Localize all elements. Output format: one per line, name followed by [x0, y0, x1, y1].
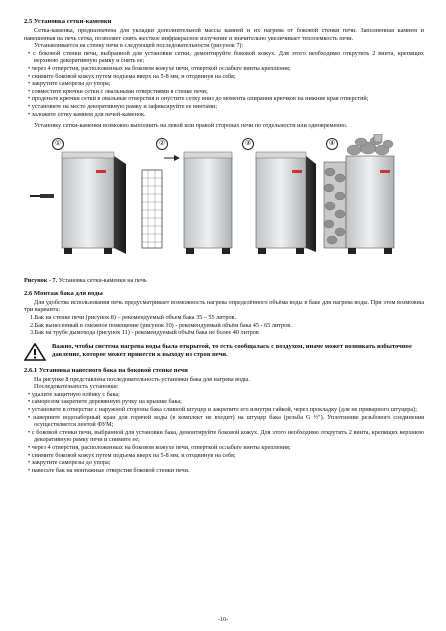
- step-item: • снимите боковой кожух путем подъема вверх на 5-8 мм, и отодвинув на себя;: [28, 451, 236, 459]
- figure-7-caption: [24, 277, 424, 284]
- step-item: • проденьте крючки сетки в овальные отверстия и опустите сетку вниз до момента опирания крючков на нижние края отверстий;: [28, 95, 369, 103]
- step-item: • установите в отверстие с наружной стороны бака сливной штуцер и закрепите его изнутри гайкой, через прокладку (для не приварного штуцера);: [28, 406, 417, 414]
- step-item: • закрутите саморезы до упора;: [28, 459, 111, 467]
- step-item: • заложите сетку камнем для печей-каменок.: [28, 110, 146, 118]
- step-item: • снимите боковой кожух путем подъема вверх на 5-8 мм, и отодвинув на себя;: [28, 72, 236, 80]
- warning-triangle-icon: [24, 343, 46, 361]
- option-item: 1.Бак на стенке печи (рисунок 8) – рекомендуемый объем бака 35 – 55 литров.: [30, 313, 237, 321]
- stove-installation-illustration: [24, 134, 424, 274]
- stove-4-icon: [324, 134, 394, 254]
- section-2-5-order-intro: Устанавливается на стенку печи в следующей последовательности (рисунок 7):: [34, 42, 244, 50]
- step-item: • наверните водозаборный кран для горячей воды (в комплект не входит) на штуцер бака (резьба G ½"). Уплотнение резьбового соединения осуществляется лентой ФУМ;: [28, 413, 424, 429]
- option-item: 3.Бак на трубе дымохода (рисунок 11) - рекомендуемый объём бака не более 40 литров: [30, 329, 259, 337]
- step-item: • совместите крючки сетки с овальными отверстиями в стенке печи;: [28, 87, 208, 95]
- figure-7: [24, 134, 424, 274]
- figure-7-caption-text: Установка сетки-каменки на печь: [57, 276, 147, 284]
- step-item: • через 4 отверстия, расположенных на боковом кожухе печи, отверткой ослабьте винты крепления;: [28, 444, 291, 452]
- step-item: • закрутите саморезы до упора;: [28, 80, 111, 88]
- figure-marker-3: ③: [242, 138, 254, 150]
- section-2-6-title: 2.6 Монтаж бака для воды: [24, 289, 103, 297]
- stove-2-icon: [142, 152, 232, 254]
- step-item: • навесьте бак на монтажные отверстия боковой стенки печи.: [28, 466, 190, 474]
- figure-marker-4: ④: [326, 138, 338, 150]
- step-item: • с боковой стенки печи, выбранной для установки сетки, демонтируйте боковой кожух. Для этого необходимо открутить 2 винта, крепящих верхнюю декоративную рамку и снять ее;: [28, 49, 424, 65]
- warning-block: [24, 343, 424, 361]
- option-item: 2.Бак вынесенный в смежное помещение (рисунок 10) - рекомендуемый объём бака 45 - 65 литров.: [30, 321, 292, 329]
- figure-marker-1: ①: [52, 138, 64, 150]
- stove-1-icon: [30, 152, 126, 254]
- section-2-6-1-intro: На рисунке 8 представлена последовательность установки бака для нагрева воды.: [34, 375, 250, 383]
- step-item: • саморезом закрепите деревянную ручку на крышке бака;: [28, 398, 182, 406]
- figure-7-caption-number: Рисунок - 7.: [24, 276, 58, 284]
- step-item: • через 4 отверстия, расположенных на боковом кожухе печи, отверткой ослабьте винты крепления;: [28, 64, 291, 72]
- warning-text: Важно, чтобы система нагрева воды была открытой, то есть сообщалась с воздухом, иначе может возникать избыточное давление, которое может привести к выходу из строя печи.: [52, 342, 412, 358]
- section-2-6-1-order-intro: Последовательность установки:: [34, 383, 119, 391]
- section-2-6-1-title: 2.6.1 Установка навесного бака на боковой стенке печи: [24, 366, 188, 374]
- stove-3-icon: [256, 152, 316, 254]
- section-2-5-intro: Сетка-каменка, предназначена для укладки дополнительной массы камней и их нагрева от боковой стенки печи. Заполненная камнем и навешенная на печь сетка, позволяет снять жесткое инфракрасное излучение и значительно увеличивает теплоемкость печи.: [24, 27, 424, 42]
- step-item: • установите на место декоративную рамку и зафиксируйте ее винтами;: [28, 102, 218, 110]
- section-2-5-title: 2.5 Установка сетки-каменки: [24, 18, 112, 25]
- section-2-5-note: Установку сетки-каменки возможно выполнять на левой или правой сторонах печи по отдельности или одновременно.: [34, 122, 348, 130]
- step-item: • с боковой стенки печи, выбранной для установки бака, демонтируйте боковой кожух. Для этого необходимо открутить 2 винта, крепящих верхнюю декоративную рамку печи и снимите ее;: [28, 428, 424, 444]
- section-2-6-intro: Для удобства использования печь предусматривает возможность нагрева определённого объёма воды в баке для нагрева воды. При этом возможны три варианта:: [24, 298, 424, 314]
- page-number: -10-: [217, 616, 229, 623]
- step-item: • удалите защитную плёнку с бака;: [28, 390, 120, 398]
- figure-marker-2: ②: [156, 138, 168, 150]
